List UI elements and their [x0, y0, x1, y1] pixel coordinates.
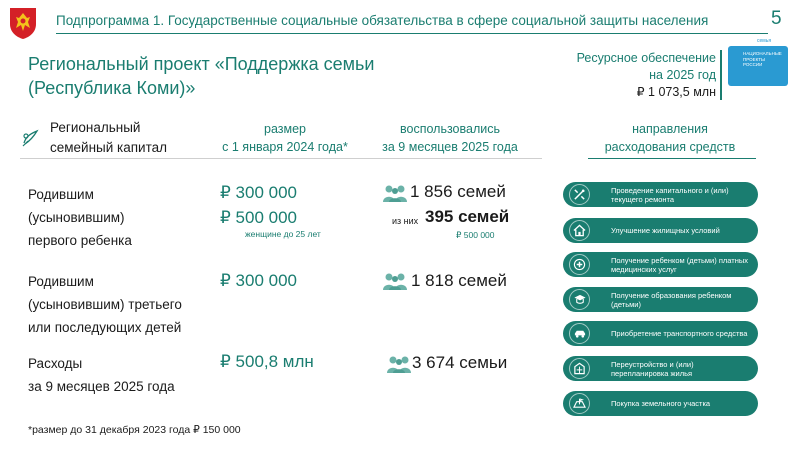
project-title — [28, 52, 388, 100]
direction-label: Получение образования ребенком (детьми) — [611, 290, 732, 309]
graduation-cap-icon — [569, 289, 590, 310]
direction-label: Покупка земельного участка — [611, 399, 711, 408]
column-header-directions — [590, 120, 750, 156]
people-icon — [382, 271, 408, 291]
page-number: 5 — [771, 8, 782, 29]
row-label-first-child — [28, 183, 228, 252]
direction-label: Проведение капитального и (или) текущего ремонта — [611, 185, 729, 204]
direction-label: Приобретение транспортного средства — [611, 329, 748, 338]
row-label-expenses — [28, 352, 228, 398]
direction-vehicle — [563, 321, 758, 346]
direction-label: Получение ребенком (детьми) платных медицинских услуг — [611, 255, 748, 274]
direction-land — [563, 391, 758, 416]
car-icon — [569, 323, 590, 344]
col3-line1: направления — [632, 122, 708, 136]
row2-line2: (усыновившим) третьего — [28, 297, 182, 312]
count-first-child: 1 856 семей — [410, 182, 506, 201]
resource-title-line2: на 2025 год — [649, 68, 716, 82]
sub-count-prefix: из них — [392, 216, 419, 226]
amount-first-child: ₽ 300 000 — [220, 183, 297, 202]
footnote: *размер до 31 декабря 2023 года ₽ 150 000 — [28, 424, 241, 436]
row2-line1: Родившим — [28, 274, 94, 289]
header — [0, 0, 800, 40]
logo-text: НАЦИОНАЛЬНЫЕ ПРОЕКТЫ РОССИИ — [743, 51, 782, 67]
table-divider — [20, 158, 542, 159]
row3-line2: за 9 месяцев 2025 года — [28, 379, 175, 394]
header-divider — [56, 33, 768, 34]
house-icon — [569, 220, 590, 241]
family-capital-label — [50, 118, 200, 158]
resource-block — [540, 50, 716, 101]
row2-line3: или последующих детей — [28, 320, 182, 335]
resource-value: ₽ 1 073,5 млн — [636, 85, 716, 99]
capital-label-line2: семейный капитал — [50, 140, 168, 155]
column-header-size — [205, 120, 365, 156]
direction-repair — [563, 182, 758, 207]
amount-expenses: ₽ 500,8 млн — [220, 352, 314, 371]
row1-line3: первого ребенка — [28, 233, 132, 248]
row-label-third-child — [28, 270, 228, 339]
land-plot-icon — [569, 393, 590, 414]
resource-divider — [720, 50, 722, 100]
direction-label: Улучшение жилищных условий — [611, 226, 720, 235]
col3-line2: расходования средств — [604, 140, 736, 154]
people-icon — [386, 354, 412, 374]
direction-medical — [563, 252, 758, 277]
directions-divider — [588, 158, 756, 159]
amount-note: женщине до 25 лет — [245, 229, 321, 239]
column-header-used — [370, 120, 530, 156]
amount-third-child: ₽ 300 000 — [220, 271, 297, 290]
medical-cross-icon — [569, 254, 590, 275]
count-third-child: 1 818 семей — [411, 271, 507, 290]
direction-housing — [563, 218, 758, 243]
coat-of-arms-icon — [8, 4, 38, 40]
logo-caption: семья — [757, 38, 772, 44]
direction-education — [563, 287, 758, 312]
tools-icon — [569, 184, 590, 205]
direction-label: Переустройство и (или) перепланировка жилья — [611, 359, 694, 378]
capital-label-line1: Региональный — [50, 120, 141, 135]
project-title-line1: Региональный проект «Поддержка семьи — [28, 54, 375, 74]
amount-first-child-young: ₽ 500 000 — [220, 208, 297, 227]
family-capital-icon — [20, 128, 40, 148]
row1-line1: Родившим — [28, 187, 94, 202]
resource-title-line1: Ресурсное обеспечение — [576, 51, 716, 65]
project-title-line2: (Республика Коми)» — [28, 78, 196, 98]
sub-count: 395 семей — [425, 207, 510, 226]
col2-line2: за 9 месяцев 2025 года — [382, 140, 518, 154]
direction-redevelopment — [563, 356, 758, 381]
people-icon — [382, 183, 408, 203]
national-projects-logo — [728, 46, 788, 86]
row1-line2: (усыновившим) — [28, 210, 125, 225]
sub-count-note: ₽ 500 000 — [456, 230, 495, 240]
home-plan-icon — [569, 358, 590, 379]
header-title: Подпрограмма 1. Государственные социальные обязательства в сфере социальной защиты населения — [56, 13, 709, 28]
row3-line1: Расходы — [28, 356, 83, 371]
count-expenses: 3 674 семьи — [412, 353, 508, 372]
col1-line1: размер — [264, 122, 306, 136]
col2-line1: воспользовались — [400, 122, 500, 136]
col1-line2: с 1 января 2024 года* — [222, 140, 348, 154]
